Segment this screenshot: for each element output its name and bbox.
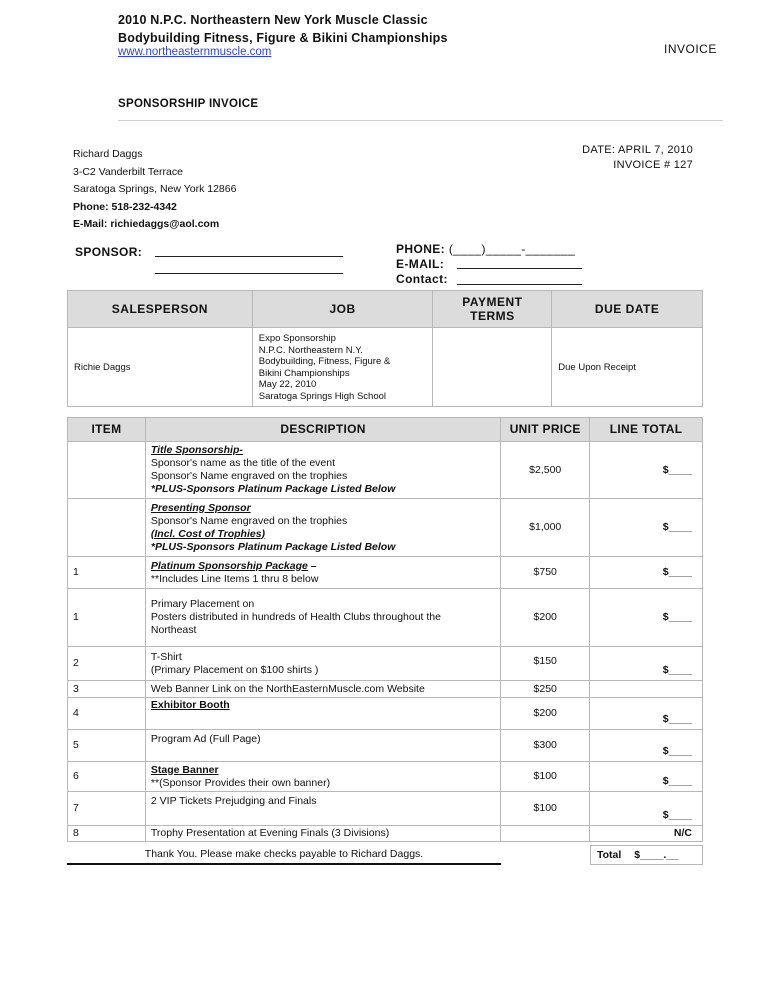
item-title: Stage Banner — [150, 763, 219, 776]
unit-price — [501, 826, 590, 842]
item-number: 8 — [68, 826, 146, 842]
line-total[interactable]: $____ — [590, 698, 703, 730]
header-description: DESCRIPTION — [145, 418, 500, 442]
item-description — [145, 698, 500, 730]
table-row — [68, 698, 703, 730]
line-total: N/C — [590, 826, 703, 842]
item-number: 5 — [68, 730, 146, 762]
invoice-meta — [582, 143, 693, 172]
contact-label: Contact: — [396, 272, 448, 286]
job-line: Bikini Championships — [258, 367, 350, 379]
item-note: *PLUS-Sponsors Platinum Package Listed Below — [150, 540, 396, 553]
item-line: Sponsor's Name engraved on the trophies — [150, 470, 348, 482]
table-row — [68, 589, 703, 647]
item-number: 3 — [68, 681, 146, 698]
unit-price: $200 — [501, 589, 590, 647]
total-box — [590, 845, 703, 865]
line-total[interactable]: $____ — [590, 499, 703, 557]
item-number — [68, 499, 146, 557]
header-salesperson: SALESPERSON — [68, 291, 253, 328]
job-line: N.P.C. Northeastern N.Y. — [258, 344, 363, 356]
unit-price: $300 — [501, 730, 590, 762]
line-total[interactable]: $____ — [590, 792, 703, 826]
sponsor-label: SPONSOR: — [75, 245, 143, 259]
item-sub: (Incl. Cost of Trophies) — [150, 527, 266, 540]
line-total[interactable]: $____ — [590, 730, 703, 762]
table-row — [68, 762, 703, 792]
line-total[interactable]: $____ — [590, 762, 703, 792]
footer-rule — [67, 863, 501, 865]
job-line: Saratoga Springs High School — [258, 390, 387, 402]
item-number: 4 — [68, 698, 146, 730]
job-line: Expo Sponsorship — [258, 333, 336, 344]
line-total[interactable]: $____ — [590, 557, 703, 589]
section-title: SPONSORSHIP INVOICE — [118, 98, 259, 110]
item-description: Trophy Presentation at Evening Finals (3 Divisions) — [145, 826, 500, 842]
unit-price: $250 — [501, 681, 590, 698]
item-number: 1 — [68, 589, 146, 647]
unit-price: $100 — [501, 792, 590, 826]
phone-blank[interactable]: (____)_____-_______ — [448, 242, 576, 256]
email-contact-lines[interactable] — [457, 256, 582, 285]
item-line: **(Sponsor Provides their own banner) — [150, 776, 331, 789]
header-due-date: DUE DATE — [552, 291, 703, 328]
header-item: ITEM — [68, 418, 146, 442]
item-title: Presenting Sponsor — [150, 501, 251, 514]
table-row — [68, 826, 703, 842]
item-description — [145, 647, 500, 681]
sender-block — [73, 146, 236, 234]
line-total[interactable]: $____ — [590, 442, 703, 499]
invoice-label: INVOICE — [664, 42, 717, 56]
item-description — [145, 589, 500, 647]
line-total[interactable]: $____ — [590, 647, 703, 681]
item-title: Title Sponsorship- — [150, 444, 243, 456]
item-note: *PLUS-Sponsors Platinum Package Listed Below — [150, 483, 396, 495]
item-title: Exhibitor Booth — [150, 699, 230, 711]
unit-price: $2,500 — [501, 442, 590, 499]
item-description — [145, 557, 500, 589]
table-row — [68, 681, 703, 698]
unit-price: $200 — [501, 698, 590, 730]
thank-you-note: Thank You. Please make checks payable to Richard Daggs. — [144, 848, 424, 860]
sender-address1: 3-C2 Vanderbilt Terrace — [73, 165, 183, 178]
table-row — [68, 647, 703, 681]
item-line: Posters distributed in hundreds of Health Clubs throughout the — [150, 611, 441, 623]
table-row — [68, 557, 703, 589]
job-line: May 22, 2010 — [258, 379, 317, 390]
event-title: 2010 N.P.C. Northeastern New York Muscle Classic — [118, 13, 428, 27]
table-row — [68, 442, 703, 499]
table-row — [68, 792, 703, 826]
item-line: Sponsor's Name engraved on the trophies — [150, 514, 348, 527]
item-title-suffix: – — [307, 559, 317, 572]
item-number: 1 — [68, 557, 146, 589]
header-payment-terms: PAYMENT TERMS — [433, 291, 552, 328]
header-unit-price: UNIT PRICE — [501, 418, 590, 442]
due-date-value: Due Upon Receipt — [552, 328, 703, 407]
line-total[interactable]: $____ — [590, 589, 703, 647]
salesperson-value: Richie Daggs — [68, 328, 253, 407]
phone-label: PHONE: — [396, 242, 446, 256]
table-row — [68, 730, 703, 762]
unit-price: $100 — [501, 762, 590, 792]
item-title: Platinum Sponsorship Package — [150, 559, 308, 572]
item-description: Web Banner Link on the NorthEasternMuscle.com Website — [145, 681, 500, 698]
sender-email: E-Mail: richiedaggs@aol.com — [73, 218, 220, 230]
item-line: Sponsor's name as the title of the event — [150, 457, 336, 469]
sender-phone: Phone: 518-232-4342 — [73, 200, 177, 213]
sender-name: Richard Daggs — [73, 148, 143, 160]
item-number: 2 — [68, 647, 146, 681]
item-line: (Primary Placement on $100 shirts ) — [150, 663, 319, 676]
item-number: 7 — [68, 792, 146, 826]
item-line: **Includes Line Items 1 thru 8 below — [150, 572, 319, 585]
item-description: Program Ad (Full Page) — [145, 730, 500, 762]
header-line-total: LINE TOTAL — [590, 418, 703, 442]
unit-price: $1,000 — [501, 499, 590, 557]
website-link[interactable]: www.northeasternmuscle.com — [118, 46, 272, 58]
item-description: 2 VIP Tickets Prejudging and Finals — [145, 792, 500, 826]
table-row — [68, 499, 703, 557]
header-job: JOB — [252, 291, 433, 328]
sender-address2: Saratoga Springs, New York 12866 — [73, 183, 237, 195]
invoice-date: DATE: APRIL 7, 2010 — [582, 144, 693, 156]
unit-price: $750 — [501, 557, 590, 589]
job-table — [67, 290, 703, 407]
unit-price: $150 — [501, 647, 590, 681]
item-number — [68, 442, 146, 499]
total-label: Total — [597, 849, 622, 861]
job-line: Bodybuilding, Fitness, Figure & — [258, 356, 391, 367]
job-value — [252, 328, 433, 407]
item-line: Northeast — [150, 624, 197, 636]
item-description — [145, 762, 500, 792]
items-table — [67, 417, 703, 842]
item-number: 6 — [68, 762, 146, 792]
item-line: T-Shirt — [150, 650, 182, 663]
item-description — [145, 442, 500, 499]
event-subtitle: Bodybuilding Fitness, Figure & Bikini Championships — [118, 31, 448, 45]
item-description — [145, 499, 500, 557]
item-line: Primary Placement on — [150, 598, 255, 610]
invoice-number: INVOICE # 127 — [613, 158, 693, 171]
total-value[interactable]: $____.__ — [634, 849, 679, 861]
email-label: E-MAIL: — [396, 257, 445, 271]
line-total[interactable] — [590, 681, 703, 698]
sponsor-lines[interactable] — [155, 244, 343, 291]
payment-terms-value — [433, 328, 552, 407]
header-divider — [118, 120, 723, 121]
